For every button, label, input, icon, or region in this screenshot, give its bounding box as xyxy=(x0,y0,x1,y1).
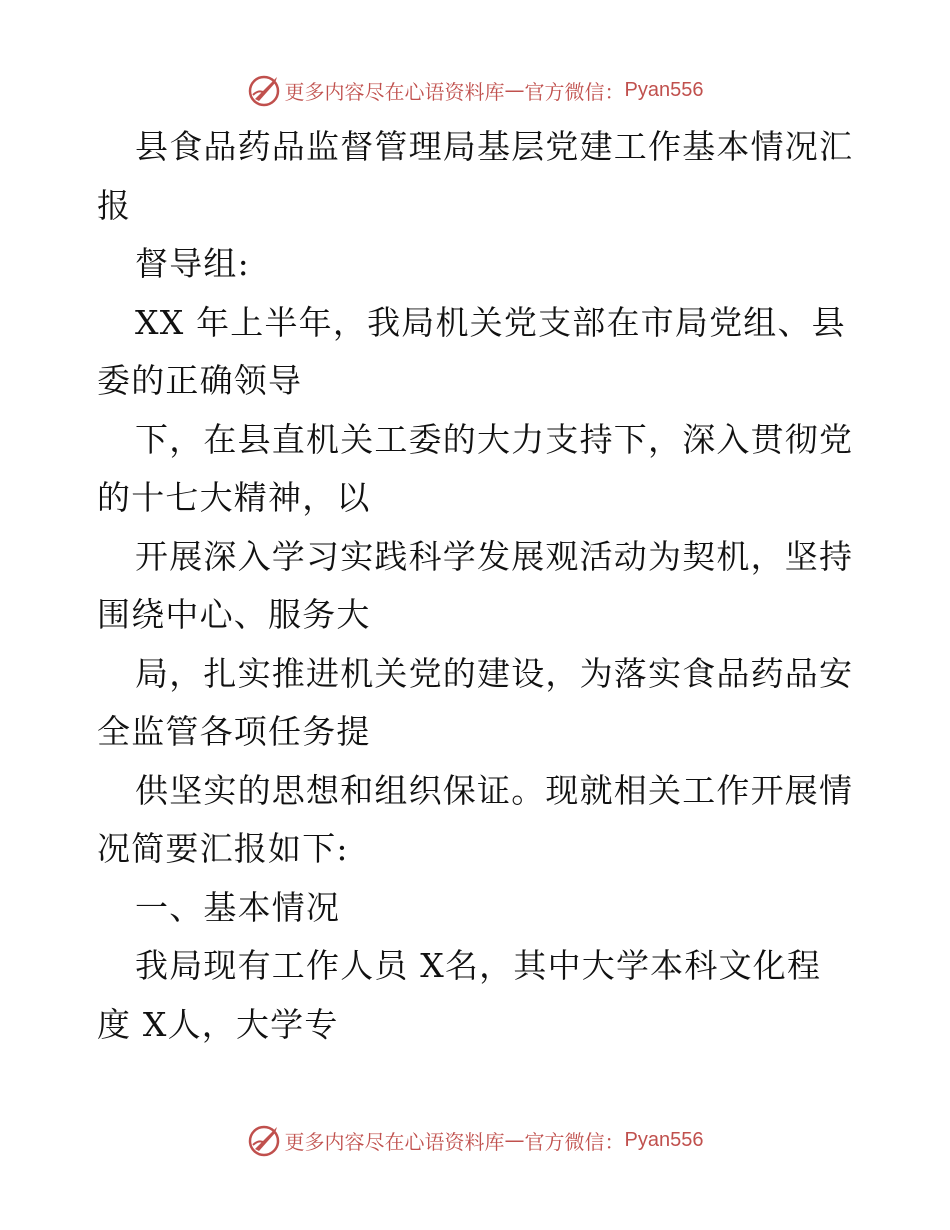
doc-line: 况简要汇报如下: xyxy=(97,829,349,868)
doc-line: XX 年上半年，我局机关党支部在市局党组、县 xyxy=(135,302,846,342)
watermark-sub-text: 官方微信： xyxy=(524,79,625,104)
watermark-main-text: 更多内容尽在心语资料库 xyxy=(284,1129,505,1154)
watermark-wechat-id: Pyan556 xyxy=(624,78,704,101)
doc-line: 开展深入学习实践科学发展观活动为契机，坚持 xyxy=(135,536,854,576)
watermark-wechat-id: Pyan556 xyxy=(624,1128,704,1151)
document-body xyxy=(97,118,857,1054)
doc-salutation: 督导组: xyxy=(135,244,250,283)
footer-watermark xyxy=(0,1120,950,1160)
doc-title-line-1: 县食品药品监督管理局基层党建工作基本情况汇 xyxy=(135,127,854,166)
watermark-sub-text: 官方微信： xyxy=(524,1129,625,1154)
doc-line: 度 X人，大学专 xyxy=(97,1004,339,1044)
doc-section-heading: 一、基本情况 xyxy=(135,887,341,927)
doc-title-line-2: 报 xyxy=(97,185,132,225)
doc-line: 局，扎实推进机关党的建设，为落实食品药品安 xyxy=(135,653,854,693)
doc-line: 下，在县直机关工委的大力支持下，深入贯彻党 xyxy=(135,419,854,459)
doc-line: 全监管各项任务提 xyxy=(97,712,371,751)
doc-line: 委的正确领导 xyxy=(97,361,303,400)
doc-line: 我局现有工作人员 X名，其中大学本科文化程 xyxy=(135,946,822,985)
watermark-dash: — xyxy=(504,1128,525,1152)
doc-line: 的十七大精神，以 xyxy=(97,478,371,517)
hand-quill-logo-icon xyxy=(247,73,283,107)
watermark-main-text: 更多内容尽在心语资料库 xyxy=(284,79,505,104)
watermark-dash: — xyxy=(504,78,525,102)
header-watermark xyxy=(0,70,950,110)
doc-line: 围绕中心、服务大 xyxy=(97,595,371,634)
hand-quill-logo-icon xyxy=(247,1123,283,1157)
doc-line: 供坚实的思想和组织保证。现就相关工作开展情 xyxy=(135,770,854,810)
